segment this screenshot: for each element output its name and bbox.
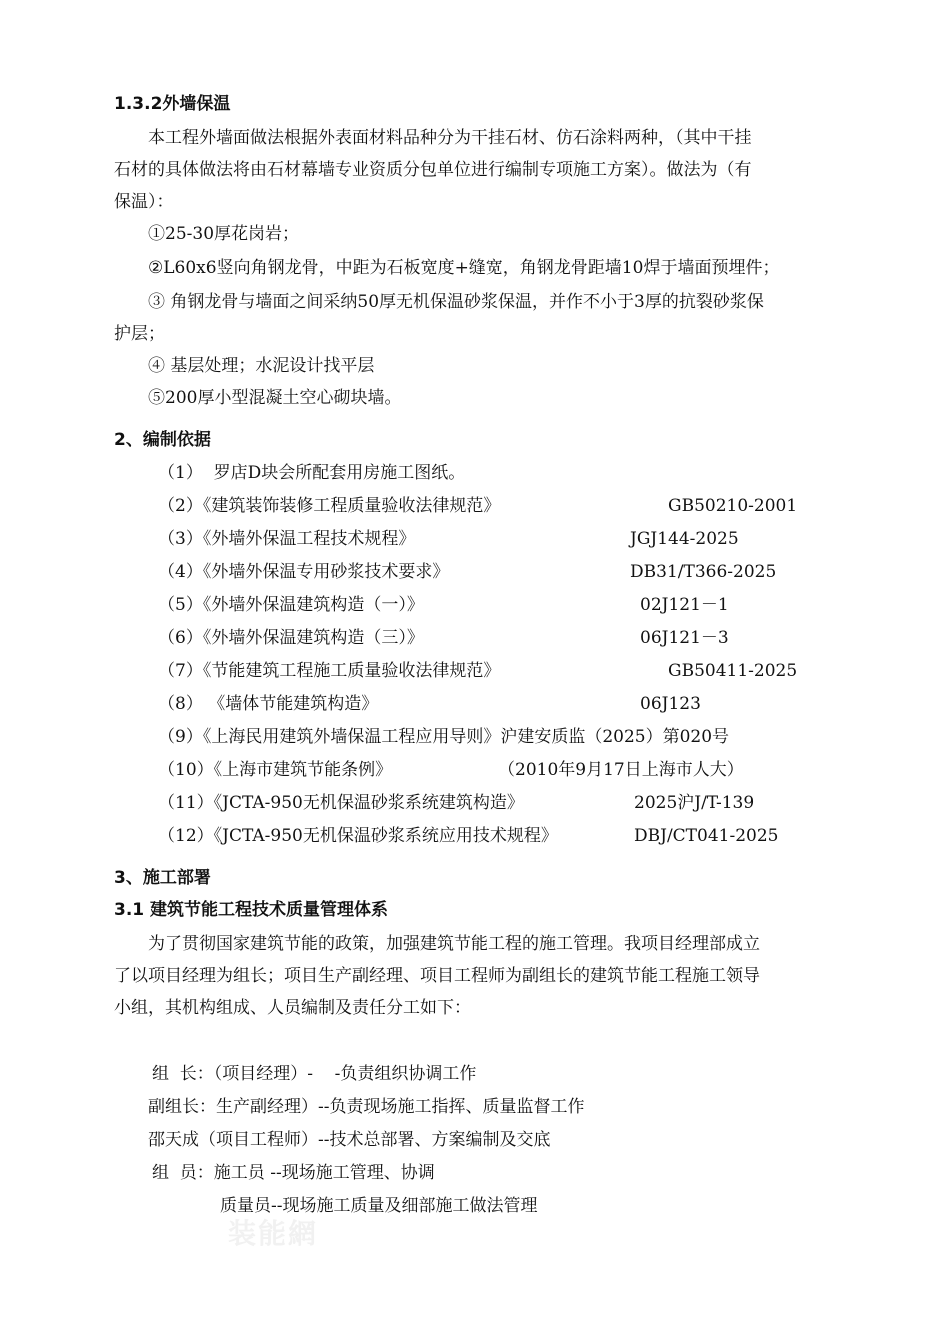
reference-code: 06J123	[640, 694, 701, 714]
list-item: ②L60x6竖向角钢龙骨，中距为石板宽度+缝宽，角钢龙骨距墙10焊于墙面预埋件；	[148, 258, 780, 278]
org-line: 副组长：生产副经理）--负责现场施工指挥、质量监督工作	[148, 1097, 585, 1117]
reference-item: （6）《外墙外保温建筑构造（三）》	[158, 628, 424, 648]
reference-code: 06J121－3	[640, 628, 729, 648]
reference-code: GB50411-2025	[668, 661, 798, 681]
reference-item: （8） 《墙体节能建筑构造》	[158, 694, 379, 714]
reference-item: （4）《外墙外保温专用砂浆技术要求》	[158, 562, 450, 582]
reference-code: 2025沪J/T-139	[634, 793, 755, 813]
list-item: ③ 角钢龙骨与墙面之间采纳50厚无机保温砂浆保温，并作不小于3厚的抗裂砂浆保	[148, 292, 764, 312]
paragraph-line: 小组，其机构组成、人员编制及责任分工如下：	[114, 998, 471, 1018]
reference-item: （9）《上海民用建筑外墙保温工程应用导则》沪建安质监（2025）第020号	[158, 727, 730, 747]
org-line: 组 长：（项目经理）- -负责组织协调工作	[152, 1064, 477, 1084]
reference-code: DB31/T366-2025	[630, 562, 777, 582]
section-heading-2: 2、编制依据	[114, 430, 211, 450]
reference-item: （5）《外墙外保温建筑构造（一）》	[158, 595, 424, 615]
reference-code: （2010年9月17日上海市人大）	[498, 760, 744, 780]
list-item: ④ 基层处理；水泥设计找平层	[148, 356, 375, 376]
list-item: ①25-30厚花岗岩；	[148, 224, 300, 244]
org-line: 质量员--现场施工质量及细部施工做法管理	[220, 1196, 538, 1216]
reference-code: 02J121－1	[640, 595, 729, 615]
reference-item: （3）《外墙外保温工程技术规程》	[158, 529, 416, 549]
paragraph-line: 本工程外墙面做法根据外表面材料品种分为干挂石材、仿石涂料两种，（其中干挂	[148, 128, 752, 148]
list-item: 护层；	[114, 324, 165, 344]
reference-code: JGJ144-2025	[630, 529, 739, 549]
paragraph-line: 为了贯彻国家建筑节能的政策，加强建筑节能工程的施工管理。我项目经理部成立	[148, 934, 760, 954]
section-subheading-3-1: 3.1 建筑节能工程技术质量管理体系	[114, 900, 389, 920]
paragraph-line: 了以项目经理为组长；项目生产副经理、项目工程师为副组长的建筑节能工程施工领导	[114, 966, 760, 986]
list-item: ⑤200厚小型混凝土空心砌块墙。	[148, 388, 402, 408]
paragraph-line: 石材的具体做法将由石材幕墙专业资质分包单位进行编制专项施工方案）。做法为（有	[114, 160, 752, 180]
section-heading-1-3-2: 1.3.2外墙保温	[114, 94, 231, 114]
reference-item: （7）《节能建筑工程施工质量验收法律规范》	[158, 661, 501, 681]
reference-item: （10）《上海市建筑节能条例》	[158, 760, 393, 780]
paragraph-line: 保温）：	[114, 192, 174, 212]
org-line: 邵天成（项目工程师）--技术总部署、方案编制及交底	[148, 1130, 551, 1150]
watermark: 装能網	[228, 1217, 319, 1250]
section-heading-3: 3、施工部署	[114, 868, 211, 888]
reference-item: （2）《建筑装饰装修工程质量验收法律规范》	[158, 496, 501, 516]
reference-item: （11）《JCTA-950无机保温砂浆系统建筑构造》	[158, 793, 524, 813]
org-line: 组 员：施工员 --现场施工管理、协调	[152, 1163, 435, 1183]
reference-item: （1） 罗店D块会所配套用房施工图纸。	[158, 463, 466, 483]
reference-code: GB50210-2001	[668, 496, 798, 516]
reference-code: DBJ/CT041-2025	[634, 826, 779, 846]
reference-item: （12）《JCTA-950无机保温砂浆系统应用技术规程》	[158, 826, 558, 846]
